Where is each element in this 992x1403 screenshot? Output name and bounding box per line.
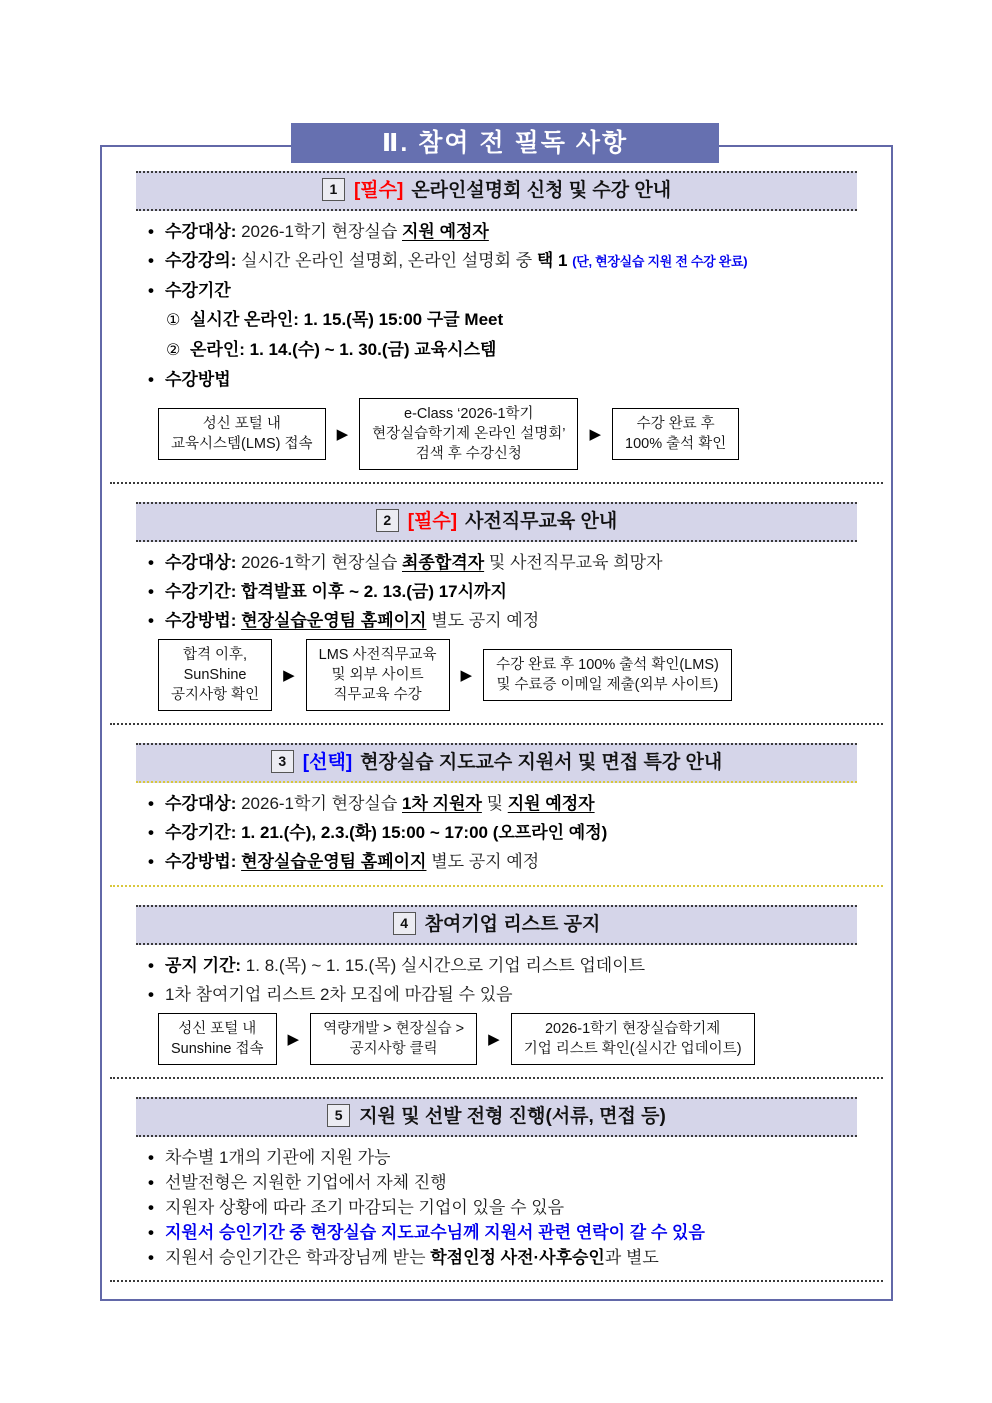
bullet-item [148,793,855,815]
flow-arrow-icon: ▶ [460,667,473,684]
process-flow [158,398,891,470]
bullet-text: 수강대상: 2026-1학기 현장실습 1차 지원자 및 지원 예정자 [165,794,595,813]
content-frame [100,145,893,1301]
bullet-text: 수강방법 [165,370,231,389]
bullet-item [148,984,855,1006]
bullet-item [148,1247,855,1268]
flow-step-line: 성신 포털 내 [202,416,281,432]
section-3 [102,743,891,887]
flow-step-box [306,639,450,711]
bullet-text: 지원서 승인기간 중 현장실습 지도교수님께 지원서 관련 연락이 갈 수 있음 [165,1223,705,1242]
flow-step-line: 수강 완료 후 [636,416,715,432]
bullet-text: 수강방법: 현장실습운영팀 홈페이지 별도 공지 예정 [165,611,540,630]
bullet-dot-icon: • [148,1223,154,1242]
bullet-item [148,955,855,977]
bullet-item [148,280,855,302]
flow-arrow-icon: ▶ [287,1031,300,1048]
flow-step-line: 합격 이후, [182,647,248,663]
bullet-dot-icon: • [148,582,154,601]
section-separator [110,1077,883,1079]
bullet-text: 수강기간: 합격발표 이후 ~ 2. 13.(금) 17시까지 [165,582,507,601]
flow-step-line: 교육시스템(LMS) 접속 [171,436,313,452]
bullet-dot-icon: • [148,611,154,630]
bullet-text: 선발전형은 지원한 기업에서 자체 진행 [165,1173,447,1192]
flow-step-box [158,1013,277,1065]
section-number-badge: 4 [393,912,416,935]
section-header [136,502,857,542]
section-number-badge: 1 [322,178,345,201]
section-header [136,743,857,783]
bullet-item [148,250,855,273]
flow-step-line: 직무교육 수강 [333,687,422,703]
section-body [102,793,891,873]
section-tag: [선택] [302,752,353,773]
flow-step-line: 성신 포털 내 [178,1021,257,1037]
bullet-text: 수강방법: 현장실습운영팀 홈페이지 별도 공지 예정 [165,852,540,871]
flow-step-line: 수강 완료 후 100% 출석 확인(LMS) [496,657,719,673]
flow-arrow-icon: ▶ [283,667,295,684]
bullet-dot-icon: • [148,281,154,300]
bullet-dot-icon: • [148,251,154,270]
bullet-dot-icon: • [148,956,154,975]
section-body [102,221,891,470]
bullet-text: 수강강의: 실시간 온라인 설명회, 온라인 설명회 중 택 1 (단, 현장실습 지원 전 수강 완료) [165,251,748,270]
section-title: 지원 및 선발 전형 진행(서류, 면접 등) [359,1106,666,1127]
flow-step-line: 2026-1학기 현장실습학기제 [544,1021,721,1037]
bullet-text: 공지 기간: 1. 8.(목) ~ 1. 15.(목) 실시간으로 기업 리스트 업데이트 [165,956,646,975]
flow-step-box [310,1013,477,1065]
circled-number-marker: ② [166,342,181,359]
bullet-dot-icon: • [148,1173,154,1192]
section-2 [102,502,891,725]
flow-step-line: 검색 후 수강신청 [415,446,522,462]
section-separator [110,1280,883,1282]
section-title: 사전직무교육 안내 [465,511,618,532]
flow-step-line: 공지사항 확인 [171,687,260,703]
bullet-item [148,1172,855,1193]
bullet-item [148,1147,855,1168]
flow-step-box [359,398,578,470]
numbered-sub-item [166,309,855,332]
bullet-item [148,369,855,391]
flow-step-line: 역량개발 > 현장실습 > [323,1021,465,1037]
flow-step-line: 및 수료증 이메일 제출(외부 사이트) [496,677,719,693]
flow-arrow-icon: ▶ [336,426,349,443]
bullet-item [148,552,855,574]
flow-step-line: LMS 사전직무교육 [318,647,437,663]
bullet-dot-icon: • [148,553,154,572]
section-header [136,905,857,945]
section-1 [102,171,891,484]
bullet-text: 수강기간: 1. 21.(수), 2.3.(화) 15:00 ~ 17:00 (오프라인 예정) [165,823,608,842]
section-header [136,1097,857,1137]
bullet-text: 실시간 온라인: 1. 15.(목) 15:00 구글 Meet [190,310,504,329]
bullet-text: 지원자 상황에 따라 조기 마감되는 기업이 있을 수 있음 [165,1198,565,1217]
section-4 [102,905,891,1079]
flow-arrow-icon: ▶ [488,1031,500,1048]
flow-step-line: 100% 출석 확인 [625,436,727,452]
section-number-badge: 2 [376,509,399,532]
bullet-item [148,822,855,844]
bullet-text: 온라인: 1. 14.(수) ~ 1. 30.(금) 교육시스템 [190,340,497,359]
section-number-badge: 5 [327,1104,350,1127]
section-tag: [필수] [353,180,404,201]
bullet-dot-icon: • [148,852,154,871]
bullet-text: 1차 참여기업 리스트 2차 모집에 마감될 수 있음 [165,985,513,1004]
section-title: 현장실습 지도교수 지원서 및 면접 특강 안내 [360,752,723,773]
bullet-text: 차수별 1개의 기관에 지원 가능 [165,1148,391,1167]
bullet-dot-icon: • [148,222,154,241]
flow-step-line: 현장실습학기제 온라인 설명회’ [372,426,566,442]
bullet-item [148,1197,855,1218]
flow-step-box [612,408,739,460]
section-tag: [필수] [407,511,458,532]
circled-number-marker: ① [166,312,181,329]
section-header [136,171,857,211]
section-title: 온라인설명회 신청 및 수강 안내 [411,180,672,201]
bullet-item [148,1222,855,1243]
flow-step-line: 및 외부 사이트 [331,667,424,683]
flow-step-box [158,408,326,460]
bullet-dot-icon: • [148,370,154,389]
flow-step-line: Sunshine 접속 [171,1041,264,1057]
bullet-dot-icon: • [148,985,154,1004]
section-body [102,1147,891,1268]
section-separator [110,723,883,725]
bullet-dot-icon: • [148,794,154,813]
bullet-item [148,581,855,603]
flow-step-line: e-Class ‘2026-1학기 [404,406,534,422]
flow-step-box [483,649,732,701]
section-body [102,955,891,1065]
flow-step-box [511,1013,755,1065]
bullet-dot-icon: • [148,1148,154,1167]
bullet-dot-icon: • [148,1248,154,1267]
bullet-item [148,221,855,243]
bullet-dot-icon: • [148,823,154,842]
process-flow [158,1013,891,1065]
sections-container [102,171,891,1282]
numbered-sub-item [166,339,855,362]
section-number-badge: 3 [271,750,294,773]
flow-arrow-icon: ▶ [589,426,602,443]
bullet-text: 지원서 승인기간은 학과장님께 받는 학점인정 사전·사후승인과 별도 [165,1248,659,1267]
bullet-text: 수강기간 [165,281,231,300]
process-flow [158,639,891,711]
section-body [102,552,891,711]
bullet-text: 수강대상: 2026-1학기 현장실습 지원 예정자 [165,222,489,241]
section-separator [110,885,883,887]
section-5 [102,1097,891,1282]
section-separator [110,482,883,484]
flow-step-line: 기업 리스트 확인(실시간 업데이트) [523,1041,742,1057]
page-title: Ⅱ. 참여 전 필독 사항 [291,123,719,163]
flow-step-box [158,639,272,711]
bullet-item [148,610,855,632]
flow-step-line: 공지사항 클릭 [349,1041,438,1057]
bullet-text: 수강대상: 2026-1학기 현장실습 최종합격자 및 사전직무교육 희망자 [165,553,663,572]
bullet-item [148,851,855,873]
flow-step-line: SunShine [183,667,247,683]
section-title: 참여기업 리스트 공지 [424,914,601,935]
bullet-dot-icon: • [148,1198,154,1217]
